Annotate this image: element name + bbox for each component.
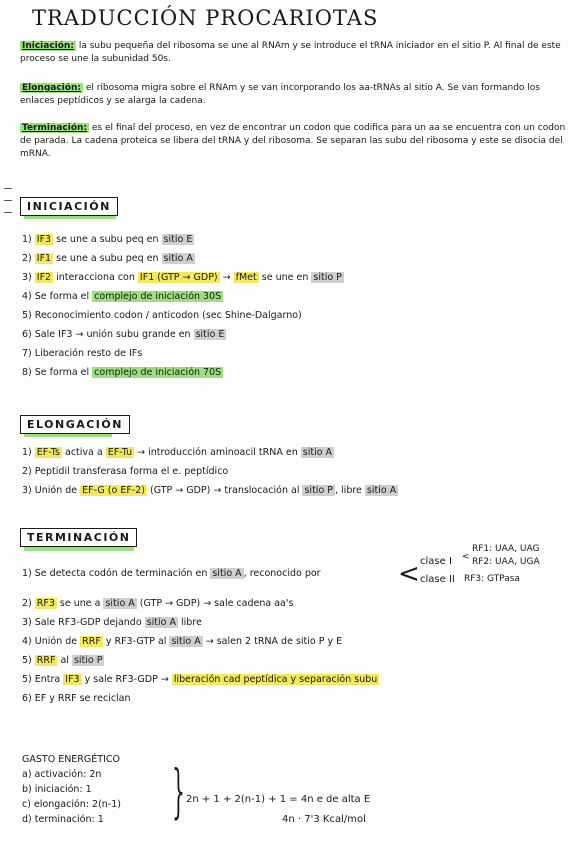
list-item: [22, 670, 567, 689]
highlighted-term: liberación cad peptídica y separación subu: [173, 674, 378, 685]
list-item: [22, 325, 567, 344]
list-terminacion: [22, 594, 567, 708]
item-text: Entra: [34, 674, 64, 685]
heading-terminacion: TERMINACIÓN: [20, 528, 137, 547]
class-one-label: clase I: [420, 556, 452, 567]
site-label: sitio A: [212, 568, 242, 579]
site-label: sitio P: [304, 485, 333, 496]
item-number: 5): [22, 655, 35, 666]
site-label: sitio A: [366, 485, 397, 496]
list-item: [22, 249, 567, 268]
item-number: 2): [22, 253, 35, 264]
item-text: Unión de: [34, 636, 81, 647]
item-text: → salen 2 tRNA de sitio P y E: [202, 636, 343, 647]
list-item: [22, 481, 567, 500]
definition-elongacion: [20, 82, 568, 108]
heading-elongacion: ELONGACIÓN: [20, 415, 130, 434]
less-than-bracket-icon: <: [398, 559, 420, 589]
highlighted-term: EF-Tu: [107, 447, 133, 458]
item-text: EF y RRF se reciclan: [34, 693, 131, 704]
term-terminacion: Terminación:: [22, 123, 88, 133]
site-label: sitio A: [302, 447, 333, 458]
site-label: sitio E: [195, 329, 225, 340]
item-number: 5): [22, 310, 35, 321]
list-item: [22, 268, 567, 287]
item-text: (GTP → GDP) → translocación al: [146, 485, 303, 496]
item-text: se une a subu peq en: [53, 253, 162, 264]
highlighted-term: fMet: [235, 272, 257, 283]
list-elongacion: [22, 443, 567, 500]
item-text: se une a: [56, 598, 104, 609]
item-number: 7): [22, 348, 35, 359]
energy-item: b) iniciación: 1: [22, 784, 92, 795]
highlighted-term: IF3: [36, 234, 52, 245]
item-text: , reconocido por: [243, 568, 321, 579]
list-item: [22, 689, 567, 708]
highlighted-term: RF3: [36, 598, 55, 609]
highlighted-term: EF-G (o EF-2): [82, 485, 145, 496]
item-number: 1): [22, 447, 35, 458]
site-label: sitio A: [105, 598, 135, 609]
list-item: [22, 462, 567, 481]
item-text: interacciona con: [53, 272, 138, 283]
item-text: Reconocimiento codon / anticodon (sec Shine-Dalgarno): [34, 310, 302, 321]
list-item: [22, 230, 567, 249]
item-text: Se forma el: [34, 367, 93, 378]
highlighted-term: RRF: [82, 636, 101, 647]
energy-equation: 2n + 1 + 2(n-1) + 1 = 4n e de alta E: [186, 794, 371, 805]
heading-iniciacion: INICIACIÓN: [20, 197, 118, 216]
item-number: 1): [22, 234, 35, 245]
energy-heading: GASTO ENERGÉTICO: [22, 754, 120, 765]
item-text: → introducción aminoacil tRNA en: [134, 447, 301, 458]
site-label: sitio P: [73, 655, 103, 666]
energy-item: c) elongación: 2(n-1): [22, 799, 121, 810]
item-number: 6): [22, 329, 35, 340]
energy-item: a) activación: 2n: [22, 769, 102, 780]
less-than-small-icon: <: [462, 552, 470, 562]
list-item: [22, 363, 567, 382]
item-number: 3): [22, 617, 35, 628]
highlighted-term: IF1: [36, 253, 52, 264]
highlighted-term: IF1 (GTP → GDP): [139, 272, 218, 283]
highlighted-term: EF-Ts: [36, 447, 60, 458]
curly-brace-icon: }: [172, 757, 185, 825]
rf1-label: RF1: UAA, UAG: [472, 544, 540, 554]
energy-result: 4n · 7'3 Kcal/mol: [282, 814, 366, 825]
highlighted-term: complejo de iniciación 30S: [94, 291, 222, 302]
list-item: [22, 287, 567, 306]
item-text: , libre: [335, 485, 365, 496]
list-item: [22, 594, 567, 613]
energy-section: [22, 752, 121, 827]
item-text: libre: [177, 617, 202, 628]
list-item: [22, 632, 567, 651]
item-text: Liberación resto de IFs: [34, 348, 143, 359]
item-number: 2): [22, 598, 35, 609]
site-label: sitio A: [146, 617, 176, 628]
highlighted-term: IF2: [36, 272, 52, 283]
margin-tick: [4, 212, 12, 213]
item-text: Peptidil transferasa forma el e. peptídico: [34, 466, 229, 477]
list-item: [22, 344, 567, 363]
margin-tick: [4, 200, 12, 201]
list-item: [22, 613, 567, 632]
item-text: Sale IF3 → unión subu grande en: [34, 329, 194, 340]
site-label: sitio P: [313, 272, 342, 283]
definition-iniciacion: [20, 40, 568, 66]
definition-text: la subu pequeña del ribosoma se une al RNAm y se introduce el tRNA iniciador en el sitio P. Al final de este proceso se une la subunidad 50s.: [20, 41, 561, 64]
item-number: 4): [22, 636, 35, 647]
energy-item: d) terminación: 1: [22, 814, 104, 825]
item-text: al: [57, 655, 72, 666]
definition-text: el ribosoma migra sobre el RNAm y se van incorporando los aa-tRNAs al sitio A. Se van formando los enlaces peptídicos y se alarga la cadena.: [20, 83, 540, 106]
item-text: y RF3-GTP al: [102, 636, 170, 647]
item-number: 3): [22, 485, 35, 496]
rf2-label: RF2: UAA, UGA: [472, 557, 540, 567]
item-text: Unión de: [34, 485, 81, 496]
item-text: y sale RF3-GDP →: [81, 674, 172, 685]
page-title: TRADUCCIÓN PROCARIOTAS: [32, 6, 379, 30]
highlighted-term: IF3: [65, 674, 80, 685]
term-elongacion: Elongación:: [22, 83, 81, 93]
item-number: 2): [22, 466, 35, 477]
item-number: 4): [22, 291, 35, 302]
site-label: sitio E: [163, 234, 193, 245]
item-text: Se forma el: [34, 291, 93, 302]
site-label: sitio A: [171, 636, 201, 647]
item-number: 3): [22, 272, 35, 283]
item-text: (GTP → GDP) → sale cadena aa's: [136, 598, 294, 609]
definition-text: es el final del proceso, en vez de encontrar un codon que codifica para un aa se encuentra con un codon de parada. La cadena proteica se libera del tRNA y del ribosoma. Se separan las subu del ribosoma y este se disocia del mRNA.: [20, 123, 566, 159]
list-item: [22, 651, 567, 670]
item-text: 1) Se detecta codón de terminación en: [22, 568, 211, 579]
item-text: se une a subu peq en: [53, 234, 162, 245]
item-text: Sale RF3-GDP dejando: [34, 617, 145, 628]
list-item: [22, 306, 567, 325]
item-number: 6): [22, 693, 35, 704]
definition-terminacion: [20, 122, 568, 161]
term-iniciacion: Iniciación:: [22, 41, 74, 51]
item-text: →: [219, 272, 234, 283]
site-label: sitio A: [163, 253, 193, 264]
margin-tick: [4, 188, 12, 189]
rf3-label: RF3: GTPasa: [464, 574, 520, 584]
item-text: activa a: [61, 447, 106, 458]
item-text: se une en: [258, 272, 312, 283]
highlighted-term: complejo de iniciación 70S: [94, 367, 222, 378]
list-item: [22, 443, 567, 462]
class-two-label: clase II: [420, 574, 455, 585]
item-number: 8): [22, 367, 35, 378]
highlighted-term: RRF: [36, 655, 56, 666]
item-number: 5): [22, 674, 35, 685]
list-iniciacion: [22, 230, 567, 382]
